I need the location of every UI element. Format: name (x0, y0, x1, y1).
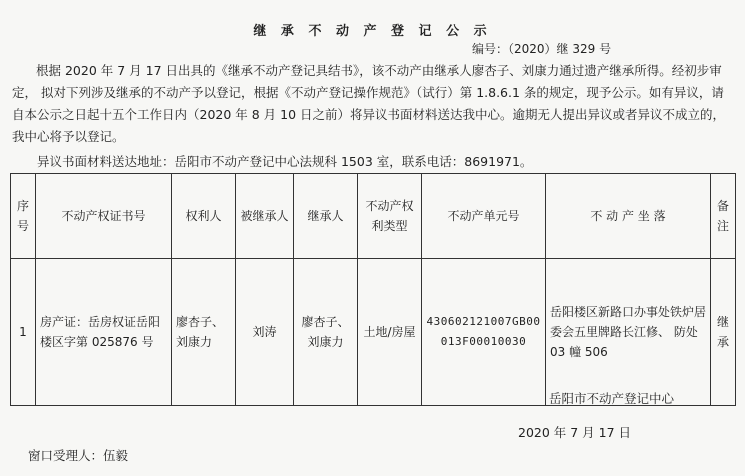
header-unit-no: 不动产单元号 (422, 174, 546, 259)
cell-unit-no: 430602121007GB00013F00010030 (422, 259, 546, 406)
cell-heir: 廖杏子、刘康力 (294, 259, 358, 406)
cell-cert-no: 房产证：岳房权证岳阳楼区字第 025876 号 (36, 259, 172, 406)
cell-location: 岳阳楼区新路口办事处铁炉居委会五里牌路长江修、 防处 03 幢 506 (546, 259, 711, 406)
cell-right-type: 土地/房屋 (358, 259, 422, 406)
table-header-row (11, 174, 736, 259)
header-decedent: 被继承人 (236, 174, 294, 259)
registration-table (10, 173, 736, 406)
window-clerk: 窗口受理人：伍毅 (28, 448, 129, 463)
header-heir: 继承人 (294, 174, 358, 259)
issue-date: 2020 年 7 月 17 日 (518, 425, 632, 440)
cell-remark: 继承 (711, 259, 736, 406)
cell-decedent: 刘涛 (236, 259, 294, 406)
header-seq: 序号 (11, 174, 36, 259)
header-right-holder: 权利人 (172, 174, 236, 259)
header-remark: 备注 (711, 174, 736, 259)
table-row (11, 259, 736, 406)
header-location: 不 动 产 坐 落 (546, 174, 711, 259)
submit-address: 异议书面材料送达地址：岳阳市不动产登记中心法规科 1503 室，联系电话：8691971。 (37, 154, 533, 169)
header-right-type: 不动产权利类型 (358, 174, 422, 259)
notice-body: 根据 2020 年 7 月 17 日出具的《继承不动产登记具结书》，该不动产由继承人廖杏子、刘康力通过遗产继承所得。经初步审定， 拟对下列涉及继承的不动产予以登记，根据《不动产登记操作规范》（试行）第 1.8.6.1 条的规定，现予公示。如有异议，请自本公示之日起十五个工作日内（2020 年 8 月 10 日之前）将异议书面材料送达我中心。逾期无人提出异议或者异议不成立的，我中心将予以登记。 (12, 63, 726, 144)
notice-title: 继 承 不 动 产 登 记 公 示 (253, 24, 492, 39)
header-cert-no: 不动产权证书号 (36, 174, 172, 259)
issuing-organization: 岳阳市不动产登记中心 (549, 391, 675, 406)
cell-right-holder: 廖杏子、刘康力 (172, 259, 236, 406)
doc-number: 编号：（2020）继 329 号 (472, 42, 612, 56)
cell-seq: 1 (11, 259, 36, 406)
